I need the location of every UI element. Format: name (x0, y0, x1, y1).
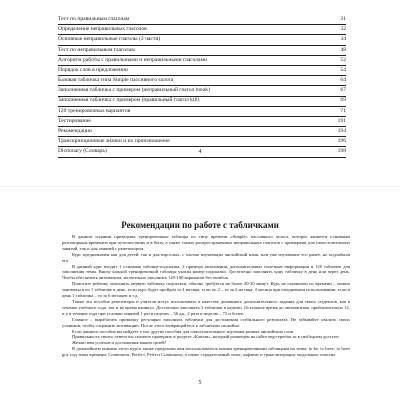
toc-entry-title: Алгоритм работы с правильными и неправильными глаголами (58, 56, 207, 63)
toc-entry-page: 48 (340, 46, 346, 53)
recommendations-text (62, 234, 350, 358)
toc-entry (58, 66, 346, 76)
toc-entry-title: Заполненная табличка с примером (правильный глагол kill) (58, 97, 200, 104)
toc-entry-title: Базовая табличка типа Simple пассивного залога (58, 77, 174, 84)
paragraph: Также это пособие репетиторы и учителя могут использовать в качестве домашнего дополнительного задания для своих студентов, как в течение учебного года, так и во время каникул. Достаточно заполнять 3 таблички в неделю. Остальное время до автоматизма, приблизительно 12, и у в течение года при условии занятий 1 раз в неделю – 36 дн., 2 раза в неделю – 72 и более. (62, 298, 350, 316)
toc-entry (58, 76, 346, 86)
toc-entry-title: Порядок слов в предложении (58, 66, 128, 73)
toc-entry-title: Заполненная табличка с примером (неправильный глагол break) (58, 87, 210, 94)
toc-entry (58, 86, 346, 96)
toc-entry-title: Определение неправильных глаголов (58, 26, 147, 33)
toc-entry (58, 97, 346, 107)
toc-entry-title: Рекомендации (58, 128, 92, 135)
toc-entry (58, 127, 346, 137)
toc-entry (58, 35, 346, 45)
toc-entry-page: 191 (337, 117, 346, 124)
toc-entry-title: Тест по правильным глаголам (58, 15, 130, 22)
toc-entry-page: 67 (340, 87, 346, 94)
toc-entry (58, 56, 346, 66)
table-of-contents (58, 15, 346, 158)
paragraph: Помогите ребенку заполнить первую табличку подсказки, обычно требуется не более 20-30 минут. Курс не ограничен по времени – можно заниматься по 1 табличке в день, если курс будет пройден за 4 месяца, если по 2 – то за 2 месяца. 4 месяца при ежедневном использовании, если в день 1 табличка – то за 6 месяцев и т.д. (62, 281, 350, 299)
page-title: Рекомендации по работе с табличками (121, 220, 279, 230)
toc-entry-page: 71 (340, 107, 346, 114)
toc-entry (58, 137, 346, 147)
toc-entry-title: Тестирование (58, 117, 91, 124)
toc-entry-title: 120 тренировочных вариантов (58, 107, 131, 114)
table-of-contents-page (0, 0, 400, 186)
paragraph: В данном издании приведены тренировочные таблицы по типу времени «Simple» пассивного залога, которое является основным разговорным временем при путешествиях и в быту, а также самых распространенных неправильных глаголов с примерами для самостоятельных занятий, так и для занятий с репетитором. (62, 234, 350, 251)
toc-entry-page: 198 (337, 148, 346, 155)
toc-entry (58, 117, 346, 127)
toc-entry (58, 15, 346, 25)
toc-entry (58, 46, 346, 56)
toc-entry (58, 107, 346, 117)
toc-entry-title: Dictionary (Словарь) (58, 148, 107, 155)
toc-entry-page: 196 (337, 138, 346, 145)
toc-entry-page: 31 (340, 15, 346, 22)
paragraph: Правильность своего ответа вы сможете проверить в разделе «Ключи», который размещён на сайте eng-repetitor.ru в свободном доступе. (72, 334, 340, 340)
toc-entry-page: 32 (340, 26, 346, 33)
toc-entry-title: Тест по неправильным глаголам (58, 46, 135, 53)
toc-entry-page: 52 (340, 56, 346, 63)
toc-entry-page: 64 (340, 77, 346, 84)
paragraph: Желаю вам успехов и достижения ваших целей! (72, 340, 167, 346)
page-number-top: 4 (198, 149, 202, 155)
paragraph: Если данного пособия вы найдете у нас другие пособия для самостоятельного изучения разных английских слов. (72, 328, 295, 334)
paragraph: Главное – выработать привычку регулярно заполнять таблички для достижения стабильного результата. Не забывайте хвалить своих учеников, чтобы сохранить мотивацию. После этого возвращайтесь к табличкам спокойно. (62, 316, 350, 328)
toc-entry-title: Основные неправильные глаголы (2 части) (58, 36, 161, 43)
toc-entry-page: 34 (340, 36, 346, 43)
page-number-bottom: 5 (198, 380, 202, 386)
recommendations-page (0, 186, 400, 401)
toc-entry-title: Транскрипционные значки и их произношение (58, 138, 170, 145)
paragraph: Курс предназначен как для детей, так и для взрослых, с охотно изучающих английский язык, или уже изучавших его ранее, но подзабыли его. (62, 251, 350, 263)
paragraph: В данный курс входит 1 основная таблица-подсказка, 2 примера заполнения, дополнительные полезные информации и 120 табличек для заполнения темы. Внизу каждой тренировочной таблицы указан номер подсказки. Достаточно заполнять одну табличку в день или через день. Чтобы обеспечить автоматизм, желательно заполнить 120-140 вариантов без ошибок. (62, 263, 350, 281)
paragraph: В дальнейшем помимо этого курса также предлагаю вам воспользоваться моими тренировочными таблицами на темы: to be, to have, to have got, под типы времени: Continuous, Perfect, Perfect Continuous, а также страдательный залог, алфавит и транслитерация, модальные глаголы (62, 346, 350, 358)
toc-entry-page: 194 (337, 128, 346, 135)
toc-entry-page: 54 (340, 66, 346, 73)
toc-entry-page: 69 (340, 97, 346, 104)
toc-entry (58, 25, 346, 35)
